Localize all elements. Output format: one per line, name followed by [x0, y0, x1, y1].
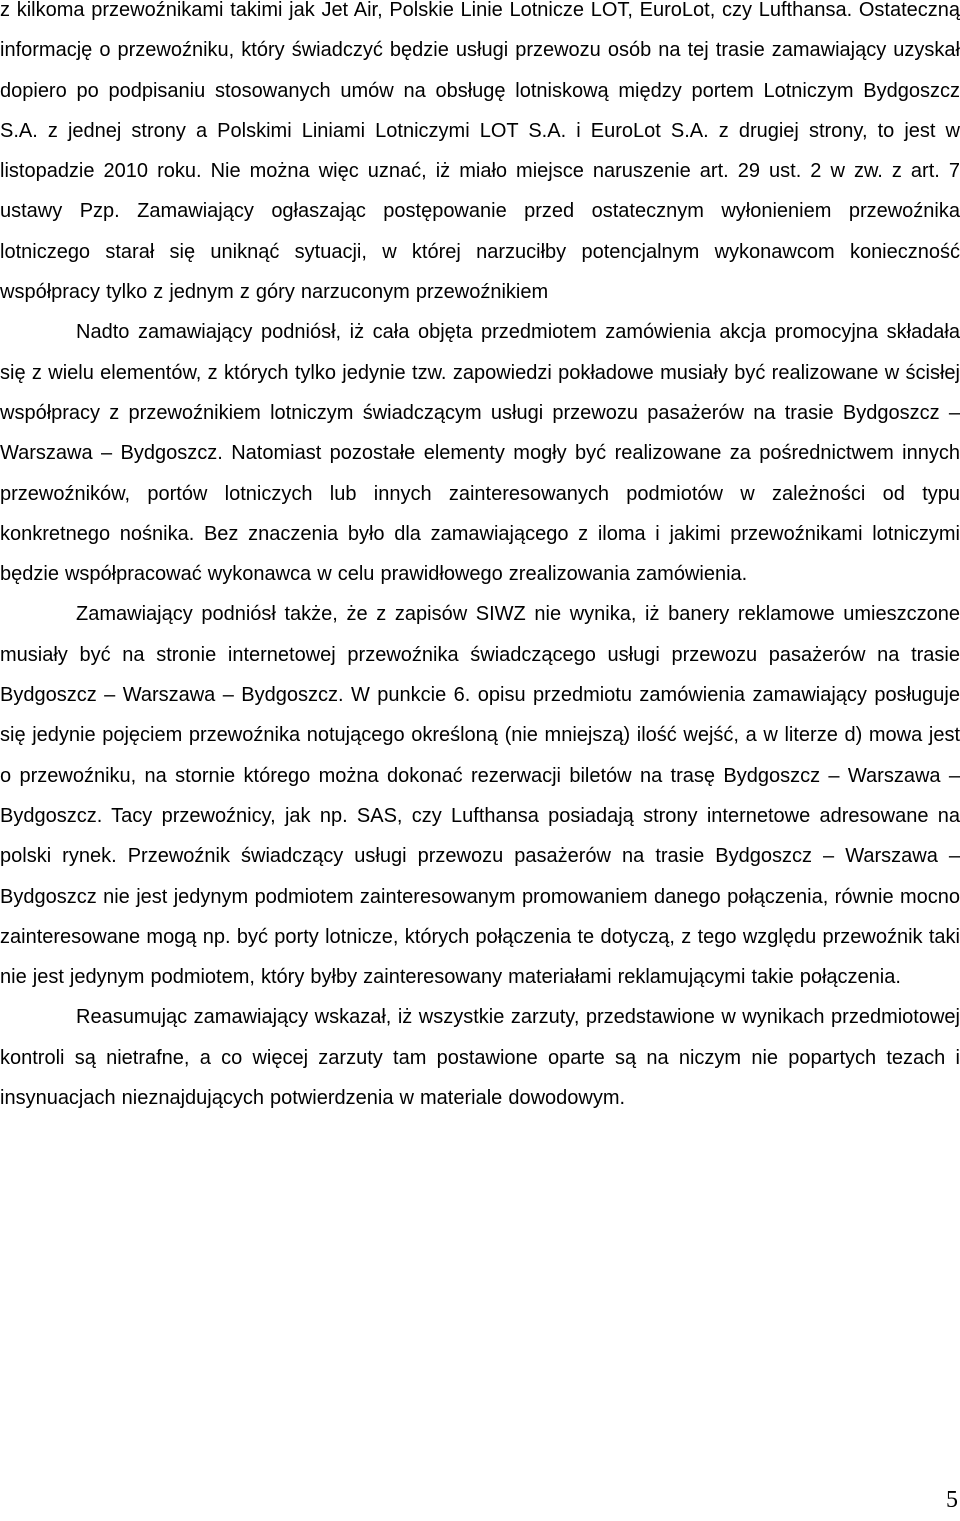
paragraph-4: Reasumując zamawiający wskazał, iż wszystkie zarzuty, przedstawione w wynikach przedmiotowej kontroli są nietrafne, a co więcej zarzuty tam postawione oparte są na niczym nie popartych tezach i insynuacjach nieznajdujących potwierdzenia w materiale dowodowym.: [0, 1006, 960, 1110]
paragraph-2: Nadto zamawiający podniósł, iż cała objęta przedmiotem zamówienia akcja promocyjna składała się z wielu elementów, z których tylko jedynie tzw. zapowiedzi pokładowe musiały być realizowane w ścisłej współpracy z przewoźnikiem lotniczym świadczącym usługi przewozu pasażerów na trasie Bydgoszcz – Warszawa – Bydgoszcz. Natomiast pozostałe elementy mogły być realizowane za pośrednictwem innych przewoźników, portów lotniczych lub innych zainteresowanych podmiotów w zależności od typu konkretnego nośnika. Bez znaczenia było dla zamawiającego z iloma i jakimi przewoźnikami lotniczymi będzie współpracować wykonawca w celu prawidłowego zrealizowania zamówienia.: [0, 321, 960, 586]
paragraph-3: Zamawiający podniósł także, że z zapisów SIWZ nie wynika, iż banery reklamowe umieszczone musiały być na stronie internetowej przewoźnika świadczącego usługi przewozu pasażerów na trasie Bydgoszcz – Warszawa – Bydgoszcz. W punkcie 6. opisu przedmiotu zamówienia zamawiający posługuje się jedynie pojęciem przewoźnika notującego określoną (nie mniejszą) ilość wejść, a w literze d) mowa jest o przewoźniku, na stornie którego można dokonać rezerwacji biletów na trasę Bydgoszcz – Warszawa – Bydgoszcz. Tacy przewoźnicy, jak np. SAS, czy Lufthansa posiadają strony internetowe adresowane na polski rynek. Przewoźnik świadczący usługi przewozu pasażerów na trasie Bydgoszcz – Warszawa – Bydgoszcz nie jest jedynym podmiotem zainteresowanym promowaniem danego połączenia, równie mocno zainteresowane mogą np. być porty lotnicze, których połączenia te dotyczą, z tego względu przewoźnik taki nie jest jedynym podmiotem, który byłby zainteresowany materiałami reklamującymi takie połączenia.: [0, 603, 960, 989]
page-number: 5: [946, 1487, 958, 1513]
paragraph-1: z kilkoma przewoźnikami takimi jak Jet Air, Polskie Linie Lotnicze LOT, EuroLot, czy Lufthansa. Ostateczną informację o przewoźniku, który świadczyć będzie usługi przewozu osób na tej trasie zamawiający uzyskał dopiero po podpisaniu stosowanych umów na obsługę lotniskową między portem Lotniczym Bydgoszcz S.A. z jednej strony a Polskimi Liniami Lotniczymi LOT S.A. i EuroLot S.A. z drugiej strony, to jest w listopadzie 2010 roku. Nie można więc uznać, iż miało miejsce naruszenie art. 29 ust. 2 w zw. z art. 7 ustawy Pzp. Zamawiający ogłaszając postępowanie przed ostatecznym wyłonieniem przewoźnika lotniczego starał się uniknąć sytuacji, w której narzuciłby potencjalnym wykonawcom konieczność współpracy tylko z jednym z góry narzuconym przewoźnikiem: [0, 0, 960, 304]
